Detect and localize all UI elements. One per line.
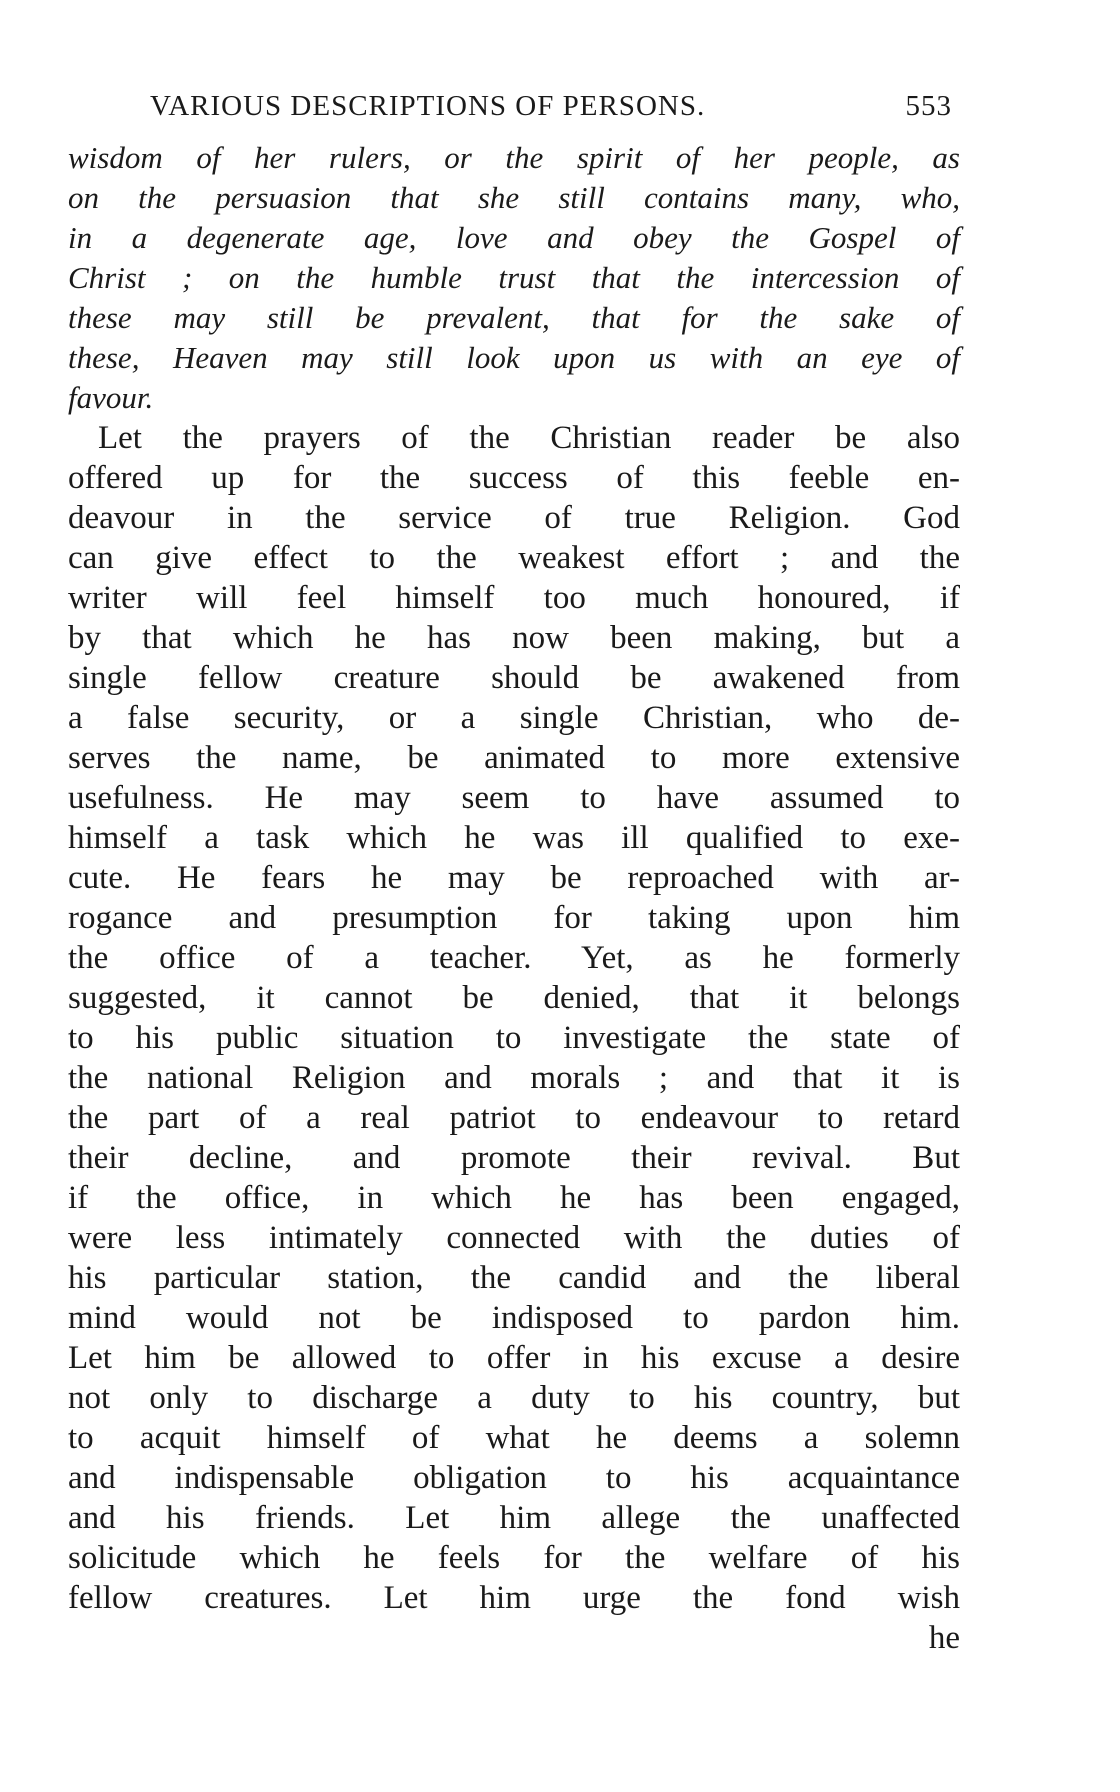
text-line: solicitude which he feels for the welfare of his [68,1540,960,1576]
italic-passage [68,138,960,418]
text-line: himself a task which he was ill qualified to exe- [68,820,960,856]
text-line: suggested, it cannot be denied, that it belongs [68,980,960,1016]
text-line: writer will feel himself too much honoured, if [68,580,960,616]
paragraph [68,418,960,1658]
text-line: in a degenerate age, love and obey the Gospel of [68,220,960,255]
text-line: and indispensable obligation to his acquaintance [68,1460,960,1496]
text-line: and his friends. Let him allege the unaffected [68,1500,960,1536]
text-line: his particular station, the candid and the liberal [68,1260,960,1296]
text-line: these, Heaven may still look upon us with an eye of [68,340,960,375]
text-line: can give effect to the weakest effort ; and the [68,540,960,576]
text-line: mind would not be indisposed to pardon him. [68,1300,960,1336]
text-line: the office of a teacher. Yet, as he formerly [68,940,960,976]
text-line: usefulness. He may seem to have assumed to [68,780,960,816]
text-line: Let the prayers of the Christian reader be also [98,420,960,456]
text-line: fellow creatures. Let him urge the fond wish [68,1580,960,1616]
text-line: to his public situation to investigate the state of [68,1020,960,1056]
text-line: serves the name, be animated to more extensive [68,740,960,776]
body-text [68,138,960,1658]
text-line: cute. He fears he may be reproached with ar- [68,860,960,896]
text-line: their decline, and promote their revival. But [68,1140,960,1176]
text-line: not only to discharge a duty to his country, but [68,1380,960,1416]
text-line: if the office, in which he has been engaged, [68,1180,960,1216]
text-line: the part of a real patriot to endeavour to retard [68,1100,960,1136]
text-line: Christ ; on the humble trust that the intercession of [68,260,960,295]
text-line: the national Religion and morals ; and that it is [68,1060,960,1096]
text-line: wisdom of her rulers, or the spirit of her people, as [68,140,960,175]
text-line: single fellow creature should be awakened from [68,660,960,696]
running-title: VARIOUS DESCRIPTIONS OF PERSONS. [150,90,706,122]
running-head [150,90,960,130]
text-line: offered up for the success of this feeble en- [68,460,960,496]
text-line: to acquit himself of what he deems a solemn [68,1420,960,1456]
text-line: by that which he has now been making, but a [68,620,960,656]
text-line: a false security, or a single Christian, who de- [68,700,960,736]
text-line: favour. [68,380,154,415]
text-line: were less intimately connected with the duties of [68,1220,960,1256]
text-line: these may still be prevalent, that for the sake of [68,300,960,335]
catchword: he [928,1620,960,1656]
text-line: Let him be allowed to offer in his excuse a desire [68,1340,960,1376]
text-line: rogance and presumption for taking upon him [68,900,960,936]
page-number: 553 [905,90,952,122]
text-line: deavour in the service of true Religion. God [68,500,960,536]
text-line: on the persuasion that she still contains many, who, [68,180,960,215]
